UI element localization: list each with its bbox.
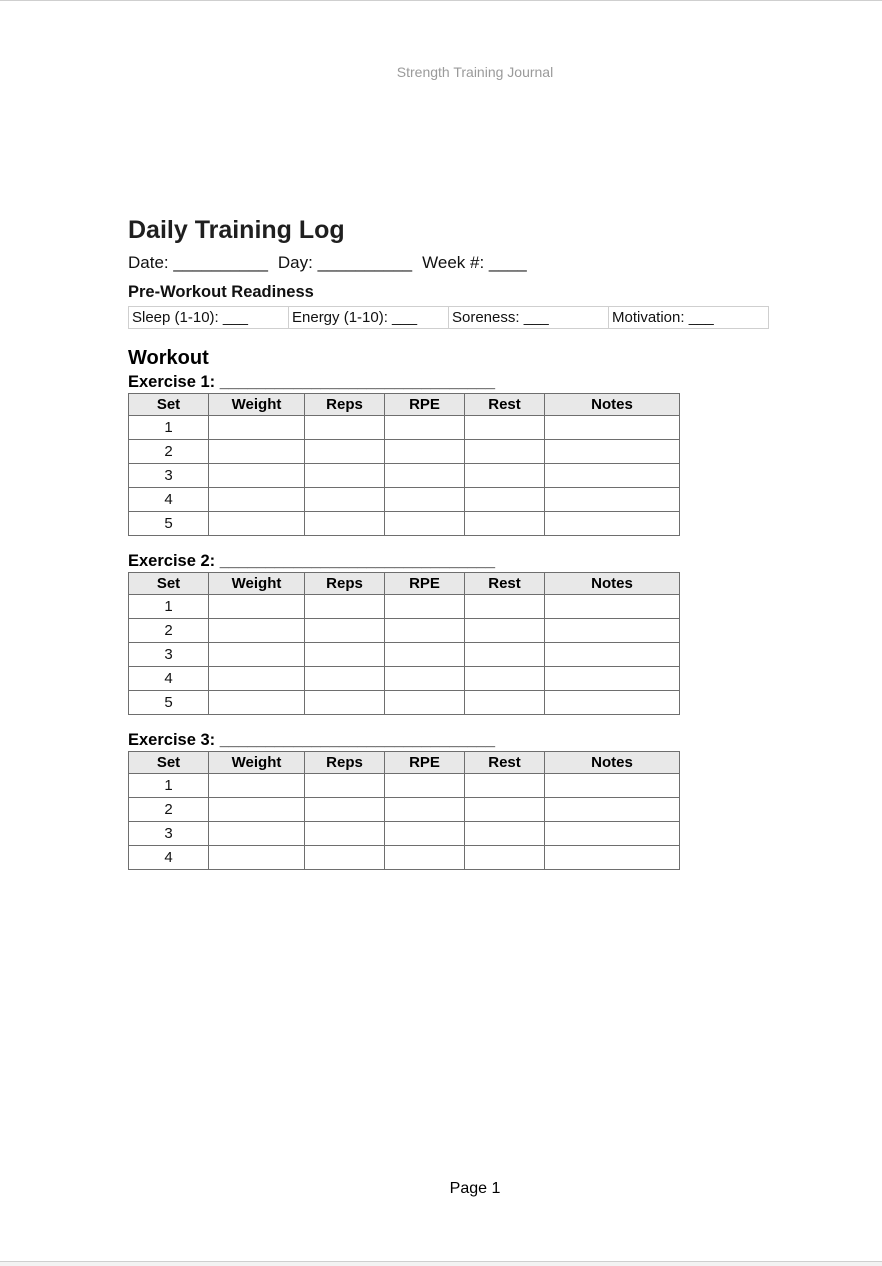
- reps-cell[interactable]: [305, 440, 385, 464]
- notes-cell[interactable]: [545, 512, 680, 536]
- reps-cell[interactable]: [305, 512, 385, 536]
- column-header-reps: Reps: [305, 752, 385, 774]
- sets-table: [128, 572, 680, 715]
- weight-cell[interactable]: [209, 691, 305, 715]
- column-header-notes: Notes: [545, 394, 680, 416]
- notes-cell[interactable]: [545, 440, 680, 464]
- set-number: 4: [129, 488, 209, 512]
- document-body: [128, 212, 788, 870]
- weight-cell[interactable]: [209, 512, 305, 536]
- rpe-cell[interactable]: [385, 464, 465, 488]
- table-row: [129, 595, 680, 619]
- set-number: 2: [129, 619, 209, 643]
- weight-cell[interactable]: [209, 416, 305, 440]
- rpe-cell[interactable]: [385, 822, 465, 846]
- column-header-rest: Rest: [465, 394, 545, 416]
- week-field[interactable]: Week #: ____: [422, 253, 527, 272]
- rest-cell[interactable]: [465, 822, 545, 846]
- reps-cell[interactable]: [305, 667, 385, 691]
- column-header-weight: Weight: [209, 752, 305, 774]
- rest-cell[interactable]: [465, 643, 545, 667]
- table-row: [129, 774, 680, 798]
- rpe-cell[interactable]: [385, 774, 465, 798]
- column-header-rpe: RPE: [385, 573, 465, 595]
- rest-cell[interactable]: [465, 416, 545, 440]
- rest-cell[interactable]: [465, 846, 545, 870]
- reps-cell[interactable]: [305, 619, 385, 643]
- sets-table: [128, 751, 680, 870]
- rest-cell[interactable]: [465, 464, 545, 488]
- readiness-row: [129, 307, 769, 329]
- rpe-cell[interactable]: [385, 440, 465, 464]
- table-header-row: [129, 573, 680, 595]
- soreness-field[interactable]: Soreness: ___: [449, 307, 609, 329]
- notes-cell[interactable]: [545, 774, 680, 798]
- energy-field[interactable]: Energy (1-10): ___: [289, 307, 449, 329]
- rpe-cell[interactable]: [385, 798, 465, 822]
- notes-cell[interactable]: [545, 464, 680, 488]
- notes-cell[interactable]: [545, 643, 680, 667]
- table-row: [129, 846, 680, 870]
- column-header-notes: Notes: [545, 573, 680, 595]
- reps-cell[interactable]: [305, 691, 385, 715]
- weight-cell[interactable]: [209, 488, 305, 512]
- rpe-cell[interactable]: [385, 595, 465, 619]
- weight-cell[interactable]: [209, 440, 305, 464]
- sleep-field[interactable]: Sleep (1-10): ___: [129, 307, 289, 329]
- table-row: [129, 798, 680, 822]
- column-header-notes: Notes: [545, 752, 680, 774]
- page-title: Daily Training Log: [128, 216, 345, 244]
- reps-cell[interactable]: [305, 822, 385, 846]
- set-number: 3: [129, 643, 209, 667]
- set-number: 2: [129, 440, 209, 464]
- notes-cell[interactable]: [545, 488, 680, 512]
- rest-cell[interactable]: [465, 667, 545, 691]
- weight-cell[interactable]: [209, 619, 305, 643]
- reps-cell[interactable]: [305, 488, 385, 512]
- column-header-rest: Rest: [465, 752, 545, 774]
- column-header-reps: Reps: [305, 394, 385, 416]
- table-row: [129, 440, 680, 464]
- motivation-field[interactable]: Motivation: ___: [609, 307, 769, 329]
- rest-cell[interactable]: [465, 798, 545, 822]
- rpe-cell[interactable]: [385, 667, 465, 691]
- set-number: 4: [129, 667, 209, 691]
- set-number: 5: [129, 512, 209, 536]
- exercise-block-3: [128, 729, 788, 870]
- set-number: 1: [129, 416, 209, 440]
- page-top-edge: [0, 0, 882, 1]
- rpe-cell[interactable]: [385, 488, 465, 512]
- set-number: 3: [129, 464, 209, 488]
- column-header-set: Set: [129, 394, 209, 416]
- table-row: [129, 464, 680, 488]
- rest-cell[interactable]: [465, 512, 545, 536]
- weight-cell[interactable]: [209, 464, 305, 488]
- notes-cell[interactable]: [545, 691, 680, 715]
- rpe-cell[interactable]: [385, 512, 465, 536]
- exercise-name-field[interactable]: Exercise 1: ______________________________: [128, 373, 496, 391]
- exercise-name-field[interactable]: Exercise 3: ______________________________: [128, 731, 496, 749]
- reps-cell[interactable]: [305, 774, 385, 798]
- table-row: [129, 619, 680, 643]
- rpe-cell[interactable]: [385, 846, 465, 870]
- exercise-block-1: [128, 371, 788, 536]
- exercise-list: [128, 371, 788, 870]
- set-number: 2: [129, 798, 209, 822]
- rest-cell[interactable]: [465, 440, 545, 464]
- column-header-rpe: RPE: [385, 394, 465, 416]
- weight-cell[interactable]: [209, 643, 305, 667]
- table-row: [129, 822, 680, 846]
- notes-cell[interactable]: [545, 846, 680, 870]
- day-field[interactable]: Day: __________: [277, 253, 413, 272]
- rest-cell[interactable]: [465, 691, 545, 715]
- readiness-heading: Pre-Workout Readiness: [128, 283, 314, 301]
- weight-cell[interactable]: [209, 595, 305, 619]
- date-field[interactable]: Date: __________: [128, 253, 268, 272]
- notes-cell[interactable]: [545, 595, 680, 619]
- set-number: 1: [129, 774, 209, 798]
- notes-cell[interactable]: [545, 667, 680, 691]
- log-meta-line: [128, 248, 788, 278]
- workout-heading: Workout: [128, 347, 209, 369]
- rpe-cell[interactable]: [385, 619, 465, 643]
- readiness-table: [128, 306, 769, 329]
- column-header-weight: Weight: [209, 573, 305, 595]
- rest-cell[interactable]: [465, 488, 545, 512]
- notes-cell[interactable]: [545, 619, 680, 643]
- table-row: [129, 512, 680, 536]
- weight-cell[interactable]: [209, 822, 305, 846]
- column-header-rpe: RPE: [385, 752, 465, 774]
- rest-cell[interactable]: [465, 619, 545, 643]
- reps-cell[interactable]: [305, 846, 385, 870]
- table-row: [129, 691, 680, 715]
- set-number: 1: [129, 595, 209, 619]
- reps-cell[interactable]: [305, 416, 385, 440]
- weight-cell[interactable]: [209, 846, 305, 870]
- table-row: [129, 643, 680, 667]
- table-row: [129, 667, 680, 691]
- table-header-row: [129, 752, 680, 774]
- set-number: 5: [129, 691, 209, 715]
- table-row: [129, 488, 680, 512]
- table-row: [129, 416, 680, 440]
- column-header-reps: Reps: [305, 573, 385, 595]
- exercise-block-2: [128, 550, 788, 715]
- page-gap: [0, 1262, 882, 1266]
- column-header-set: Set: [129, 573, 209, 595]
- set-number: 3: [129, 822, 209, 846]
- page-number: Page 1: [449, 1180, 501, 1197]
- rest-cell[interactable]: [465, 774, 545, 798]
- rest-cell[interactable]: [465, 595, 545, 619]
- column-header-rest: Rest: [465, 573, 545, 595]
- notes-cell[interactable]: [545, 416, 680, 440]
- reps-cell[interactable]: [305, 464, 385, 488]
- running-header: Strength Training Journal: [396, 64, 554, 80]
- reps-cell[interactable]: [305, 595, 385, 619]
- reps-cell[interactable]: [305, 798, 385, 822]
- rpe-cell[interactable]: [385, 416, 465, 440]
- sets-table: [128, 393, 680, 536]
- notes-cell[interactable]: [545, 798, 680, 822]
- rpe-cell[interactable]: [385, 691, 465, 715]
- weight-cell[interactable]: [209, 774, 305, 798]
- column-header-weight: Weight: [209, 394, 305, 416]
- column-header-set: Set: [129, 752, 209, 774]
- weight-cell[interactable]: [209, 798, 305, 822]
- weight-cell[interactable]: [209, 667, 305, 691]
- table-header-row: [129, 394, 680, 416]
- reps-cell[interactable]: [305, 643, 385, 667]
- exercise-name-field[interactable]: Exercise 2: ______________________________: [128, 552, 496, 570]
- rpe-cell[interactable]: [385, 643, 465, 667]
- set-number: 4: [129, 846, 209, 870]
- notes-cell[interactable]: [545, 822, 680, 846]
